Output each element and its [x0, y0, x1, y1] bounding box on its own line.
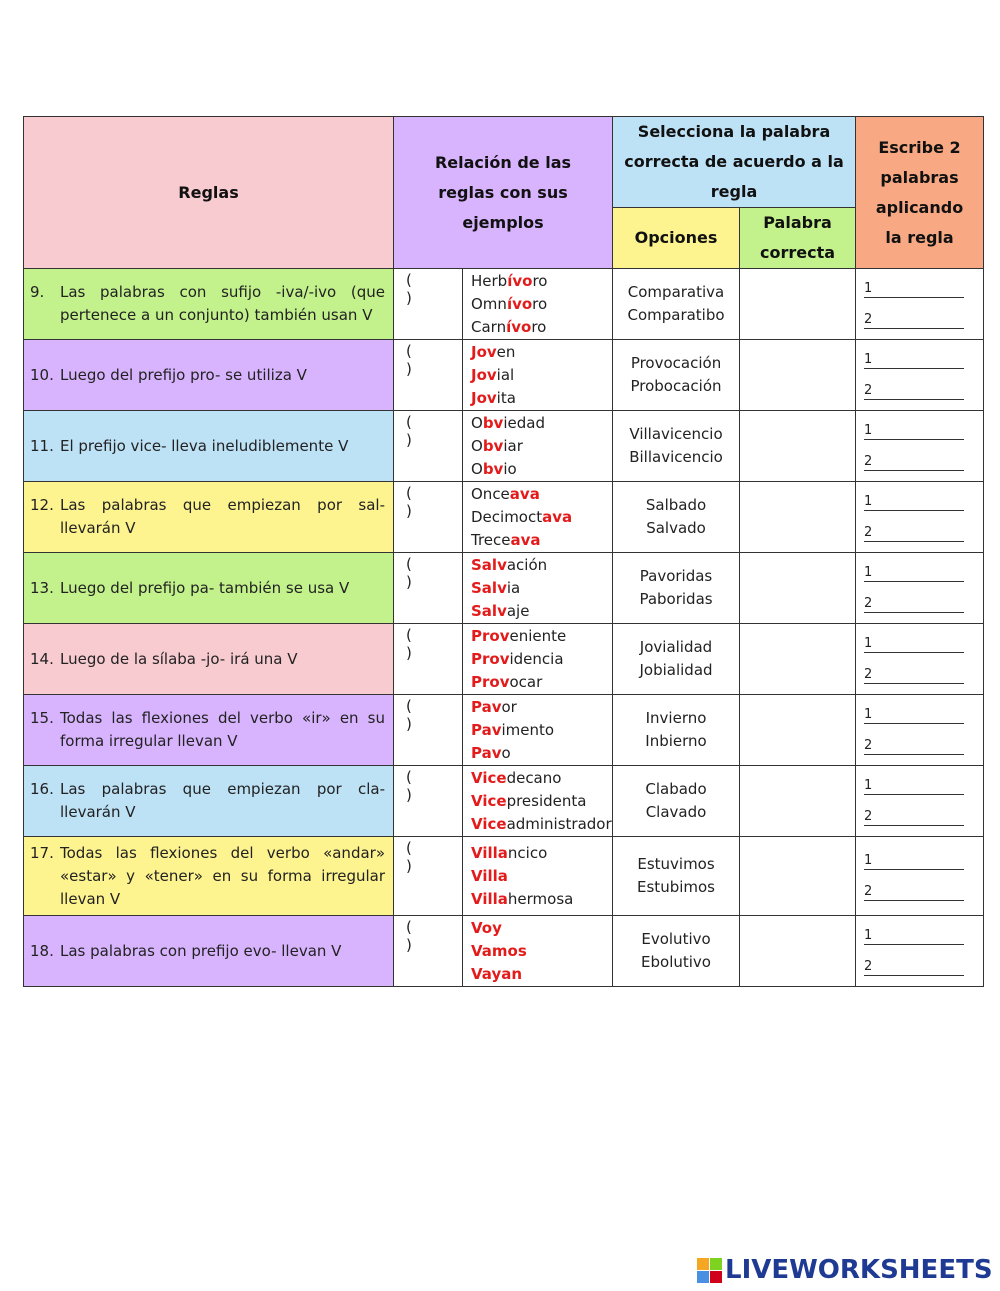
option-word[interactable]: Comparativa: [627, 283, 725, 301]
example-highlight: bv: [482, 436, 504, 455]
examples-cell: [463, 340, 613, 411]
example-highlight: ava: [510, 530, 541, 549]
rule-row: [24, 766, 984, 837]
example-highlight: Vice: [471, 768, 507, 787]
rule-row: [24, 411, 984, 482]
write-words-cell: [856, 695, 984, 766]
example-word: [471, 842, 612, 865]
example-word: [471, 387, 612, 410]
header-escribe: Escribe 2 palabras aplicando la regla: [856, 117, 984, 269]
rule-row: [24, 269, 984, 340]
write-line-input[interactable]: 2: [864, 454, 964, 471]
examples-cell: [463, 766, 613, 837]
example-highlight: Vice: [471, 791, 507, 810]
write-words-cell: [856, 624, 984, 695]
example-part: Trece: [471, 530, 511, 549]
example-word: [471, 917, 612, 940]
logo-text: LIVEWORKSHEETS: [725, 1255, 993, 1285]
match-parenthesis-input[interactable]: ( ): [394, 624, 463, 695]
rule-number: 13.: [30, 578, 54, 597]
rule-number: 10.: [30, 365, 54, 384]
example-highlight: Vice: [471, 814, 507, 833]
example-part: administrador: [506, 814, 612, 833]
examples-cell: [463, 695, 613, 766]
rule-cell: [24, 695, 394, 766]
example-word: [471, 577, 612, 600]
rule-text: Luego del prefijo pro- se utiliza V: [60, 365, 307, 384]
match-parenthesis-input[interactable]: ( ): [394, 269, 463, 340]
example-part: ocar: [509, 672, 543, 691]
rule-cell: [24, 269, 394, 340]
rule-number: 12.: [30, 496, 54, 514]
logo-squares-icon: [697, 1258, 722, 1283]
option-word[interactable]: Comparatibo: [627, 306, 725, 324]
rule-row: [24, 624, 984, 695]
rule-row: [24, 695, 984, 766]
example-word: [471, 435, 612, 458]
example-part: io: [503, 459, 517, 478]
examples-cell: [463, 482, 613, 553]
rule-text: Las palabras con sufijo -iva/-ivo (que pertenece a un conjunto) también usan V: [60, 283, 385, 324]
example-part: Herb: [471, 271, 508, 290]
write-words-cell: [856, 269, 984, 340]
write-line-input[interactable]: 2: [864, 667, 964, 684]
match-parenthesis-input[interactable]: ( ): [394, 916, 463, 987]
example-part: iedad: [503, 413, 545, 432]
example-word: [471, 554, 612, 577]
rule-cell: [24, 482, 394, 553]
write-line-input[interactable]: 1: [864, 928, 964, 945]
example-highlight: Pav: [471, 743, 502, 762]
rule-cell: [24, 837, 394, 916]
example-word: [471, 364, 612, 387]
option-word[interactable]: Ebolutivo: [641, 953, 711, 971]
example-word: [471, 412, 612, 435]
write-line-input[interactable]: 1: [864, 853, 964, 870]
example-part: en: [496, 342, 516, 361]
option-word[interactable]: Billavicencio: [629, 448, 723, 466]
options-cell: [613, 837, 740, 916]
example-highlight: ívo: [506, 317, 532, 336]
example-highlight: Pav: [471, 720, 502, 739]
liveworksheets-logo: [697, 1255, 993, 1285]
example-part: ial: [496, 365, 515, 384]
rule-row: [24, 482, 984, 553]
options-cell: [613, 624, 740, 695]
write-line-input[interactable]: 2: [864, 959, 964, 976]
rule-text: Las palabras que empiezan por cla- llevarán V: [60, 780, 385, 821]
rules-body: [24, 269, 984, 987]
match-parenthesis-input[interactable]: ( ): [394, 411, 463, 482]
example-word: [471, 529, 612, 552]
option-word[interactable]: Salvado: [646, 519, 706, 537]
example-part: Carn: [471, 317, 507, 336]
example-word: [471, 293, 612, 316]
correct-word-input[interactable]: [740, 411, 856, 482]
example-highlight: Vamos: [471, 941, 527, 960]
correct-word-input[interactable]: [740, 482, 856, 553]
header-selecciona: Selecciona la palabra correcta de acuerdo a la regla: [613, 117, 856, 208]
examples-cell: [463, 916, 613, 987]
write-line-input[interactable]: 2: [864, 383, 964, 400]
example-part: ro: [532, 294, 548, 313]
rule-number: 11.: [30, 436, 54, 455]
example-word: [471, 671, 612, 694]
example-highlight: Villa: [471, 866, 508, 885]
write-line-input[interactable]: 2: [864, 596, 964, 613]
rule-row: [24, 837, 984, 916]
correct-word-input[interactable]: [740, 916, 856, 987]
worksheet-table: [23, 116, 984, 987]
write-line-input[interactable]: 1: [864, 707, 964, 724]
option-word[interactable]: Pavoridas: [639, 567, 713, 585]
example-highlight: Jov: [471, 342, 497, 361]
example-part: ita: [496, 388, 516, 407]
example-highlight: ava: [542, 507, 573, 526]
example-part: Once: [471, 484, 510, 503]
example-part: ro: [532, 271, 548, 290]
example-word: [471, 813, 612, 836]
options-cell: [613, 766, 740, 837]
rule-number: 9.: [30, 283, 45, 301]
option-word[interactable]: Clabado: [645, 780, 707, 798]
example-part: decano: [506, 768, 562, 787]
example-word: [471, 341, 612, 364]
options-cell: [613, 411, 740, 482]
rule-cell: [24, 624, 394, 695]
example-word: [471, 940, 612, 963]
write-line-input[interactable]: 1: [864, 636, 964, 653]
example-highlight: Salv: [471, 578, 507, 597]
example-word: [471, 625, 612, 648]
rule-number: 14.: [30, 649, 54, 668]
correct-word-input[interactable]: [740, 269, 856, 340]
example-highlight: Villa: [471, 889, 508, 908]
example-word: [471, 719, 612, 742]
option-word[interactable]: Probocación: [630, 377, 722, 395]
example-highlight: Salv: [471, 601, 507, 620]
write-line-input[interactable]: 1: [864, 494, 964, 511]
example-highlight: bv: [482, 459, 504, 478]
example-word: [471, 458, 612, 481]
correct-word-input[interactable]: [740, 837, 856, 916]
write-words-cell: [856, 916, 984, 987]
correct-word-input[interactable]: [740, 766, 856, 837]
write-line-input[interactable]: 2: [864, 809, 964, 826]
example-part: or: [501, 697, 517, 716]
example-highlight: ívo: [506, 294, 533, 313]
example-word: [471, 790, 612, 813]
option-word[interactable]: Estuvimos: [637, 855, 715, 873]
write-line-input[interactable]: 1: [864, 423, 964, 440]
options-cell: [613, 340, 740, 411]
rule-row: [24, 916, 984, 987]
correct-word-input[interactable]: [740, 340, 856, 411]
correct-word-input[interactable]: [740, 553, 856, 624]
option-word[interactable]: Estubimos: [637, 878, 715, 896]
example-part: Decimoct: [471, 507, 543, 526]
rule-row: [24, 553, 984, 624]
rule-number: 17.: [30, 843, 54, 862]
examples-cell: [463, 553, 613, 624]
rule-text: El prefijo vice- lleva ineludiblemente V: [60, 436, 349, 455]
example-part: O: [471, 459, 483, 478]
example-part: ncico: [507, 843, 548, 862]
header-reglas: Reglas: [24, 117, 394, 269]
write-words-cell: [856, 482, 984, 553]
write-line-input[interactable]: 1: [864, 778, 964, 795]
example-word: [471, 483, 612, 506]
example-part: iar: [503, 436, 523, 455]
example-word: [471, 888, 612, 911]
rule-text: Las palabras con prefijo evo- llevan V: [60, 941, 342, 960]
option-word[interactable]: Villavicencio: [629, 425, 723, 443]
write-line-input[interactable]: 1: [864, 565, 964, 582]
header-relacion: Relación de las reglas con sus ejemplos: [394, 117, 613, 269]
example-part: eniente: [509, 626, 567, 645]
match-parenthesis-input[interactable]: ( ): [394, 553, 463, 624]
rule-cell: [24, 411, 394, 482]
write-words-cell: [856, 340, 984, 411]
example-word: [471, 767, 612, 790]
match-parenthesis-input[interactable]: ( ): [394, 837, 463, 916]
example-word: [471, 270, 612, 293]
examples-cell: [463, 624, 613, 695]
options-cell: [613, 916, 740, 987]
header-palabra-correcta: Palabra correcta: [740, 208, 856, 269]
rule-row: [24, 340, 984, 411]
example-highlight: Vayan: [471, 964, 523, 983]
example-highlight: ava: [509, 484, 540, 503]
example-part: O: [471, 436, 483, 455]
match-parenthesis-input[interactable]: ( ): [394, 340, 463, 411]
example-word: [471, 600, 612, 623]
example-part: o: [501, 743, 511, 762]
match-parenthesis-input[interactable]: ( ): [394, 482, 463, 553]
option-word[interactable]: Jovialidad: [639, 638, 713, 656]
rule-cell: [24, 766, 394, 837]
write-line-input[interactable]: 2: [864, 312, 964, 329]
example-highlight: Salv: [471, 555, 507, 574]
options-cell: [613, 553, 740, 624]
option-word[interactable]: Jobialidad: [639, 661, 713, 679]
examples-cell: [463, 411, 613, 482]
example-highlight: Prov: [471, 649, 510, 668]
match-parenthesis-input[interactable]: ( ): [394, 695, 463, 766]
rule-cell: [24, 553, 394, 624]
example-highlight: ívo: [507, 271, 533, 290]
example-part: ia: [506, 578, 521, 597]
rule-text: Luego de la sílaba -jo- irá una V: [60, 649, 298, 668]
correct-word-input[interactable]: [740, 624, 856, 695]
rule-number: 15.: [30, 709, 54, 727]
example-part: idencia: [509, 649, 564, 668]
write-words-cell: [856, 837, 984, 916]
rule-cell: [24, 916, 394, 987]
write-words-cell: [856, 553, 984, 624]
example-part: hermosa: [507, 889, 574, 908]
example-part: Omn: [471, 294, 507, 313]
example-part: aje: [506, 601, 530, 620]
example-part: ro: [531, 317, 547, 336]
write-line-input[interactable]: 2: [864, 738, 964, 755]
option-word[interactable]: Evolutivo: [641, 930, 711, 948]
example-part: ación: [506, 555, 548, 574]
examples-cell: [463, 837, 613, 916]
correct-word-input[interactable]: [740, 695, 856, 766]
write-words-cell: [856, 411, 984, 482]
options-cell: [613, 482, 740, 553]
example-highlight: bv: [482, 413, 504, 432]
example-word: [471, 865, 612, 888]
write-words-cell: [856, 766, 984, 837]
example-highlight: Jov: [471, 365, 497, 384]
option-word[interactable]: Paboridas: [639, 590, 713, 608]
rule-number: 18.: [30, 941, 54, 960]
rule-text: Todas las flexiones del verbo «andar» «estar» y «tener» en su forma irregular llevan V: [60, 843, 385, 908]
example-word: [471, 316, 612, 339]
example-word: [471, 696, 612, 719]
option-word[interactable]: Inbierno: [645, 732, 707, 750]
rule-text: Las palabras que empiezan por sal- llevarán V: [60, 496, 385, 537]
example-highlight: Voy: [471, 918, 502, 937]
write-line-input[interactable]: 2: [864, 525, 964, 542]
option-word[interactable]: Invierno: [645, 709, 707, 727]
example-highlight: Prov: [471, 626, 510, 645]
examples-cell: [463, 269, 613, 340]
example-part: imento: [501, 720, 555, 739]
match-parenthesis-input[interactable]: ( ): [394, 766, 463, 837]
example-word: [471, 742, 612, 765]
write-line-input[interactable]: 1: [864, 352, 964, 369]
example-word: [471, 963, 612, 986]
rule-text: Luego del prefijo pa- también se usa V: [60, 578, 350, 597]
example-part: O: [471, 413, 483, 432]
example-part: presidenta: [506, 791, 587, 810]
write-line-input[interactable]: 2: [864, 884, 964, 901]
example-highlight: Jov: [471, 388, 497, 407]
options-cell: [613, 695, 740, 766]
example-word: [471, 506, 612, 529]
options-cell: [613, 269, 740, 340]
example-word: [471, 648, 612, 671]
write-line-input[interactable]: 1: [864, 281, 964, 298]
rule-cell: [24, 340, 394, 411]
option-word[interactable]: Clavado: [645, 803, 707, 821]
header-opciones: Opciones: [613, 208, 740, 269]
example-highlight: Villa: [471, 843, 508, 862]
option-word[interactable]: Provocación: [630, 354, 722, 372]
example-highlight: Prov: [471, 672, 510, 691]
rule-text: Todas las flexiones del verbo «ir» en su forma irregular llevan V: [60, 709, 385, 750]
option-word[interactable]: Salbado: [645, 496, 707, 514]
example-highlight: Pav: [471, 697, 502, 716]
rule-number: 16.: [30, 780, 54, 798]
